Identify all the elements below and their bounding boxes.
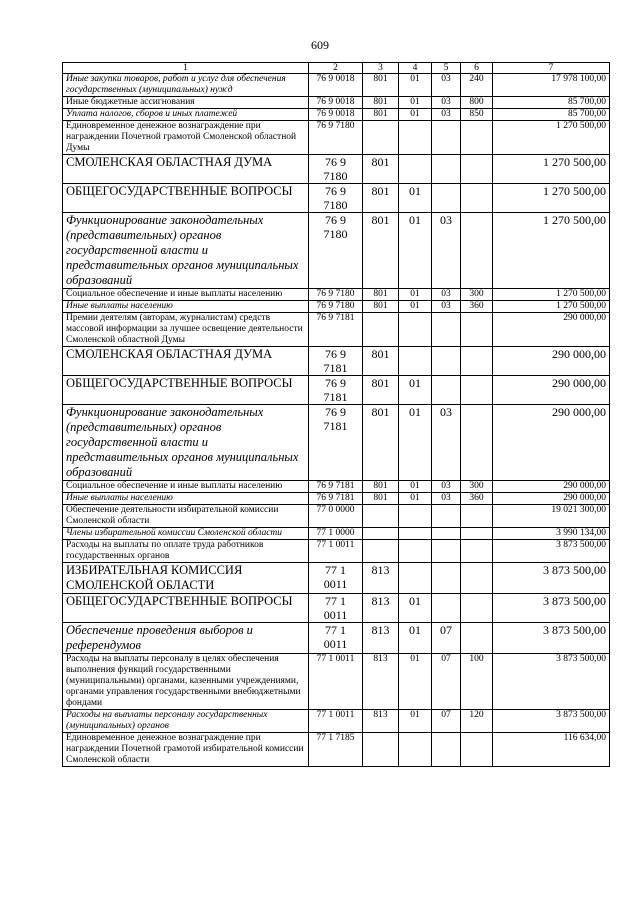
row-amount: 290 000,00 xyxy=(493,313,610,347)
table-row xyxy=(63,594,610,623)
row-target-article: 76 9 7181 xyxy=(309,493,363,505)
row-amount: 290 000,00 xyxy=(493,493,610,505)
row-amount: 116 634,00 xyxy=(493,733,610,767)
table-body xyxy=(63,74,610,767)
row-ministry-code xyxy=(363,121,399,155)
row-ministry-code: 801 xyxy=(363,405,399,481)
header-col-2: 2 xyxy=(309,63,363,74)
row-section xyxy=(399,313,432,347)
row-name: ОБЩЕГОСУДАРСТВЕННЫЕ ВОПРОСЫ xyxy=(63,594,309,623)
row-section: 01 xyxy=(399,623,432,654)
row-subsection: 03 xyxy=(432,74,461,97)
row-target-article: 76 9 7180 xyxy=(309,121,363,155)
row-name: Иные выплаты населению xyxy=(63,493,309,505)
row-name: ОБЩЕГОСУДАРСТВЕННЫЕ ВОПРОСЫ xyxy=(63,376,309,405)
row-expense-type: 360 xyxy=(461,301,493,313)
row-amount: 3 873 500,00 xyxy=(493,563,610,594)
table-row xyxy=(63,528,610,540)
row-ministry-code: 801 xyxy=(363,109,399,121)
row-expense-type xyxy=(461,347,493,376)
table-row xyxy=(63,505,610,528)
row-expense-type: 300 xyxy=(461,289,493,301)
row-name: Функционирование законодательных (представительных) органов государственной власти и представительных органов муниципальных образований xyxy=(63,405,309,481)
row-amount: 85 700,00 xyxy=(493,109,610,121)
row-section xyxy=(399,347,432,376)
table-row xyxy=(63,623,610,654)
row-section: 01 xyxy=(399,405,432,481)
row-section xyxy=(399,505,432,528)
row-amount: 3 873 500,00 xyxy=(493,654,610,710)
table-row xyxy=(63,213,610,289)
row-expense-type xyxy=(461,376,493,405)
row-target-article: 76 9 7181 xyxy=(309,313,363,347)
row-name: Иные закупки товаров, работ и услуг для обеспечения государственных (муниципальных) нужд xyxy=(63,74,309,97)
row-target-article: 76 9 7181 xyxy=(309,376,363,405)
row-name: СМОЛЕНСКАЯ ОБЛАСТНАЯ ДУМА xyxy=(63,347,309,376)
row-subsection xyxy=(432,528,461,540)
row-target-article: 76 9 7180 xyxy=(309,301,363,313)
table-row xyxy=(63,155,610,184)
row-amount: 1 270 500,00 xyxy=(493,213,610,289)
header-col-6: 6 xyxy=(461,63,493,74)
row-name: Расходы на выплаты персоналу в целях обеспечения выполнения функций государственными (муниципальными) органами, казенными учреждениями, органами управления государственными внебюджетными фондами xyxy=(63,654,309,710)
row-expense-type: 120 xyxy=(461,710,493,733)
row-expense-type xyxy=(461,121,493,155)
row-name: Единовременное денежное вознаграждение при награждении Почетной грамотой избирательной комиссии Смоленской области xyxy=(63,733,309,767)
table-row xyxy=(63,74,610,97)
row-section: 01 xyxy=(399,654,432,710)
row-name: Социальное обеспечение и иные выплаты населению xyxy=(63,481,309,493)
table-row xyxy=(63,121,610,155)
row-ministry-code xyxy=(363,540,399,563)
row-amount: 1 270 500,00 xyxy=(493,155,610,184)
row-subsection xyxy=(432,594,461,623)
row-expense-type xyxy=(461,594,493,623)
row-target-article: 76 9 7181 xyxy=(309,405,363,481)
row-subsection: 03 xyxy=(432,213,461,289)
row-section xyxy=(399,528,432,540)
row-section: 01 xyxy=(399,481,432,493)
row-ministry-code: 813 xyxy=(363,623,399,654)
row-ministry-code: 813 xyxy=(363,563,399,594)
row-section: 01 xyxy=(399,97,432,109)
header-col-5: 5 xyxy=(432,63,461,74)
row-target-article: 77 1 7185 xyxy=(309,733,363,767)
row-section: 01 xyxy=(399,109,432,121)
row-subsection: 03 xyxy=(432,405,461,481)
row-target-article: 76 9 7180 xyxy=(309,213,363,289)
row-expense-type: 300 xyxy=(461,481,493,493)
row-expense-type: 360 xyxy=(461,493,493,505)
row-section xyxy=(399,121,432,155)
header-col-3: 3 xyxy=(363,63,399,74)
table-row xyxy=(63,184,610,213)
row-amount: 3 990 134,00 xyxy=(493,528,610,540)
row-amount: 1 270 500,00 xyxy=(493,289,610,301)
row-subsection xyxy=(432,563,461,594)
row-expense-type xyxy=(461,184,493,213)
row-amount: 19 021 300,00 xyxy=(493,505,610,528)
row-section xyxy=(399,733,432,767)
row-expense-type xyxy=(461,405,493,481)
table-row xyxy=(63,109,610,121)
table-row xyxy=(63,376,610,405)
row-ministry-code xyxy=(363,313,399,347)
row-target-article: 76 9 0018 xyxy=(309,74,363,97)
row-name: Расходы на выплаты по оплате труда работников государственных органов xyxy=(63,540,309,563)
row-subsection xyxy=(432,155,461,184)
row-section: 01 xyxy=(399,493,432,505)
row-amount: 3 873 500,00 xyxy=(493,623,610,654)
row-subsection: 07 xyxy=(432,710,461,733)
row-subsection: 03 xyxy=(432,109,461,121)
row-subsection: 07 xyxy=(432,654,461,710)
row-subsection xyxy=(432,313,461,347)
row-amount: 1 270 500,00 xyxy=(493,121,610,155)
row-name: Обеспечение проведения выборов и референдумов xyxy=(63,623,309,654)
header-col-7: 7 xyxy=(493,63,610,74)
row-amount: 3 873 500,00 xyxy=(493,594,610,623)
row-ministry-code xyxy=(363,505,399,528)
row-subsection xyxy=(432,540,461,563)
row-ministry-code: 801 xyxy=(363,347,399,376)
row-name: ОБЩЕГОСУДАРСТВЕННЫЕ ВОПРОСЫ xyxy=(63,184,309,213)
row-expense-type xyxy=(461,563,493,594)
table-row xyxy=(63,313,610,347)
row-ministry-code: 813 xyxy=(363,594,399,623)
row-section xyxy=(399,563,432,594)
row-section: 01 xyxy=(399,289,432,301)
row-target-article: 77 1 0011 xyxy=(309,623,363,654)
row-subsection xyxy=(432,121,461,155)
row-expense-type xyxy=(461,623,493,654)
row-ministry-code: 801 xyxy=(363,301,399,313)
row-ministry-code: 801 xyxy=(363,289,399,301)
row-expense-type: 100 xyxy=(461,654,493,710)
row-name: Уплата налогов, сборов и иных платежей xyxy=(63,109,309,121)
row-expense-type xyxy=(461,313,493,347)
row-subsection: 03 xyxy=(432,97,461,109)
row-name: ИЗБИРАТЕЛЬНАЯ КОМИССИЯ СМОЛЕНСКОЙ ОБЛАСТИ xyxy=(63,563,309,594)
row-subsection: 03 xyxy=(432,289,461,301)
row-amount: 290 000,00 xyxy=(493,376,610,405)
table-row xyxy=(63,733,610,767)
header-col-4: 4 xyxy=(399,63,432,74)
row-ministry-code: 801 xyxy=(363,97,399,109)
table-row xyxy=(63,654,610,710)
row-subsection: 07 xyxy=(432,623,461,654)
row-amount: 290 000,00 xyxy=(493,405,610,481)
table-row xyxy=(63,493,610,505)
row-amount: 290 000,00 xyxy=(493,481,610,493)
row-target-article: 77 1 0011 xyxy=(309,540,363,563)
row-amount: 85 700,00 xyxy=(493,97,610,109)
row-expense-type xyxy=(461,540,493,563)
row-section: 01 xyxy=(399,376,432,405)
row-target-article: 76 9 7181 xyxy=(309,347,363,376)
header-col-1: 1 xyxy=(63,63,309,74)
row-subsection xyxy=(432,184,461,213)
row-name: Социальное обеспечение и иные выплаты населению xyxy=(63,289,309,301)
row-name: Единовременное денежное вознаграждение при награждении Почетной грамотой Смоленской областной Думы xyxy=(63,121,309,155)
row-ministry-code: 801 xyxy=(363,74,399,97)
row-amount: 1 270 500,00 xyxy=(493,184,610,213)
row-name: Иные бюджетные ассигнования xyxy=(63,97,309,109)
table-row xyxy=(63,301,610,313)
row-target-article: 77 0 0000 xyxy=(309,505,363,528)
row-amount: 17 978 100,00 xyxy=(493,74,610,97)
table-row xyxy=(63,540,610,563)
row-section xyxy=(399,155,432,184)
page-number: 609 xyxy=(311,38,329,52)
row-section: 01 xyxy=(399,301,432,313)
row-amount: 1 270 500,00 xyxy=(493,301,610,313)
row-target-article: 77 1 0011 xyxy=(309,594,363,623)
row-subsection xyxy=(432,733,461,767)
row-subsection xyxy=(432,505,461,528)
row-target-article: 77 1 0000 xyxy=(309,528,363,540)
row-ministry-code xyxy=(363,528,399,540)
row-name: Члены избирательной комиссии Смоленской области xyxy=(63,528,309,540)
row-subsection: 03 xyxy=(432,481,461,493)
row-ministry-code: 813 xyxy=(363,654,399,710)
row-section: 01 xyxy=(399,213,432,289)
table-header-row xyxy=(63,63,610,74)
row-ministry-code: 801 xyxy=(363,376,399,405)
row-target-article: 77 1 0011 xyxy=(309,710,363,733)
table-row xyxy=(63,563,610,594)
row-section: 01 xyxy=(399,710,432,733)
row-section: 01 xyxy=(399,184,432,213)
table-row xyxy=(63,481,610,493)
row-target-article: 76 9 7181 xyxy=(309,481,363,493)
row-expense-type xyxy=(461,155,493,184)
row-name: Премии деятелям (авторам, журналистам) средств массовой информации за лучшее освещение деятельности Смоленской областной Думы xyxy=(63,313,309,347)
row-target-article: 77 1 0011 xyxy=(309,654,363,710)
row-amount: 290 000,00 xyxy=(493,347,610,376)
row-subsection: 03 xyxy=(432,301,461,313)
table-row xyxy=(63,405,610,481)
row-ministry-code: 801 xyxy=(363,155,399,184)
row-ministry-code: 801 xyxy=(363,184,399,213)
row-name: Расходы на выплаты персоналу государственных (муниципальных) органов xyxy=(63,710,309,733)
row-ministry-code xyxy=(363,733,399,767)
row-target-article: 76 9 7180 xyxy=(309,289,363,301)
row-expense-type: 800 xyxy=(461,97,493,109)
table-row xyxy=(63,97,610,109)
row-subsection xyxy=(432,347,461,376)
row-section xyxy=(399,540,432,563)
row-name: СМОЛЕНСКАЯ ОБЛАСТНАЯ ДУМА xyxy=(63,155,309,184)
row-expense-type: 240 xyxy=(461,74,493,97)
row-name: Иные выплаты населению xyxy=(63,301,309,313)
row-name: Обеспечение деятельности избирательной комиссии Смоленской области xyxy=(63,505,309,528)
row-ministry-code: 813 xyxy=(363,710,399,733)
row-section: 01 xyxy=(399,594,432,623)
row-target-article: 76 9 0018 xyxy=(309,97,363,109)
table-row xyxy=(63,347,610,376)
row-name: Функционирование законодательных (представительных) органов государственной власти и представительных органов муниципальных образований xyxy=(63,213,309,289)
row-amount: 3 873 500,00 xyxy=(493,540,610,563)
row-expense-type: 850 xyxy=(461,109,493,121)
row-target-article: 76 9 0018 xyxy=(309,109,363,121)
row-expense-type xyxy=(461,733,493,767)
row-subsection xyxy=(432,376,461,405)
row-target-article: 76 9 7180 xyxy=(309,155,363,184)
row-expense-type xyxy=(461,213,493,289)
row-amount: 3 873 500,00 xyxy=(493,710,610,733)
row-ministry-code: 801 xyxy=(363,493,399,505)
budget-table xyxy=(62,62,610,767)
row-target-article: 77 1 0011 xyxy=(309,563,363,594)
row-expense-type xyxy=(461,505,493,528)
table-row xyxy=(63,710,610,733)
row-target-article: 76 9 7180 xyxy=(309,184,363,213)
row-ministry-code: 801 xyxy=(363,213,399,289)
row-subsection: 03 xyxy=(432,493,461,505)
row-ministry-code: 801 xyxy=(363,481,399,493)
table-row xyxy=(63,289,610,301)
row-section: 01 xyxy=(399,74,432,97)
row-expense-type xyxy=(461,528,493,540)
